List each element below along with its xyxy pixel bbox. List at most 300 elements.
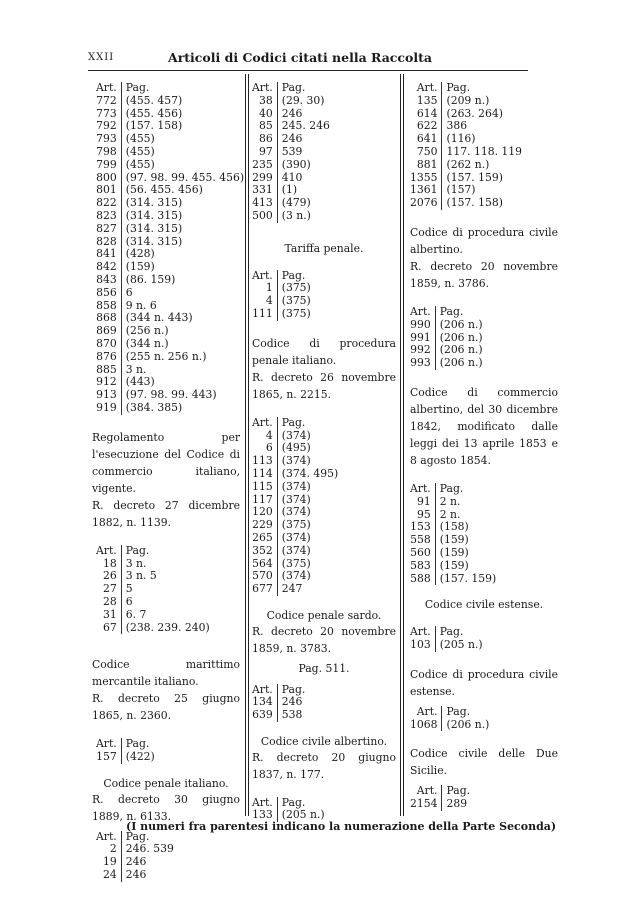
article-number: 6: [265, 441, 273, 455]
page-reference: (495): [277, 442, 338, 455]
article-table: [410, 626, 483, 652]
article-number: 868: [96, 311, 117, 325]
column-2: [252, 82, 396, 822]
table-row: [252, 519, 338, 532]
article-number: 38: [258, 93, 273, 107]
table-row: [252, 709, 305, 722]
article-number: 641: [416, 132, 438, 146]
page-reference: (263. 264): [442, 108, 522, 121]
section-heading: Codice civile delle Due Sicilie.: [410, 747, 558, 778]
page-reference: (422): [121, 751, 155, 764]
art-header: Art.: [416, 784, 438, 798]
article-number: 992: [410, 343, 431, 357]
column-divider: [245, 74, 246, 816]
page-reference: (159): [121, 261, 244, 274]
section-heading: Codice di procedura civile estense.: [410, 667, 558, 698]
table-row: [252, 532, 338, 545]
article-table: [252, 417, 338, 596]
article-number: 912: [96, 375, 117, 389]
page-reference: (56. 455. 456): [121, 184, 244, 197]
art-header: Art.: [410, 304, 431, 318]
page-reference: (157. 159): [435, 573, 496, 586]
section-heading: Codice di commercio albertino, del 30 dicembre 1842, modificato dalle leggi dei 13 aprile 1853 e 8 agosto 1854.: [410, 385, 558, 467]
article-number: 18: [102, 556, 117, 570]
table-row: [96, 146, 244, 159]
article-table: [410, 82, 522, 210]
pag-header: Pag.: [277, 797, 324, 810]
article-number: 750: [416, 144, 438, 158]
table-header-row: [410, 626, 483, 639]
article-table: [96, 545, 210, 635]
article-table: [96, 738, 155, 764]
table-row: [410, 159, 522, 172]
article-number: 31: [102, 607, 117, 621]
article-number: 876: [96, 349, 117, 363]
page-reference: 117. 118. 119: [442, 146, 522, 159]
section-heading: Codice civile albertino.: [260, 734, 388, 748]
page-reference: (374): [277, 430, 338, 443]
article-number: 2: [109, 842, 117, 856]
pag-header: Pag.: [435, 626, 482, 639]
page-reference: (206 n.): [435, 319, 482, 332]
art-header: Art.: [416, 81, 438, 94]
page-reference: (374): [277, 455, 338, 468]
article-number: 91: [416, 494, 431, 508]
article-number: 773: [96, 106, 117, 120]
table-row: [96, 159, 244, 172]
pag-header: Pag.: [277, 82, 330, 95]
art-header: Art.: [252, 682, 273, 696]
page-reference: (455): [121, 159, 244, 172]
table-header-row: [252, 82, 330, 95]
article-table: [96, 831, 174, 882]
page-reference: 2 n.: [435, 509, 496, 522]
page-reference: (256 n.): [121, 325, 244, 338]
article-number: 67: [102, 620, 117, 634]
article-number: 27: [102, 582, 117, 596]
page-reference: 2 n.: [435, 496, 496, 509]
article-number: 235: [252, 157, 273, 171]
page-reference: 539: [277, 146, 330, 159]
page-reference: 9 n. 6: [121, 300, 244, 313]
article-table: [410, 706, 489, 732]
article-table: [410, 785, 470, 811]
article-number: 772: [96, 93, 117, 107]
article-number: 583: [410, 558, 431, 572]
article-number: 26: [102, 569, 117, 583]
art-header: Art.: [96, 829, 117, 843]
article-number: 103: [410, 637, 431, 651]
article-number: 153: [410, 520, 431, 534]
decree-reference: R. decreto 27 dicembre 1882, n. 1139.: [92, 498, 240, 529]
table-row: [252, 545, 338, 558]
pag-header: Pag.: [121, 545, 209, 558]
article-number: 1361: [410, 183, 438, 197]
page-reference: (206 n.): [435, 344, 482, 357]
article-number: 500: [252, 208, 273, 222]
page-reference: (375): [277, 295, 311, 308]
article-number: 564: [252, 556, 273, 570]
page-reference: (255 n. 256 n.): [121, 351, 244, 364]
table-row: [410, 573, 496, 586]
page-reference: 3 n.: [121, 364, 244, 377]
page-reference: (455. 456): [121, 108, 244, 121]
table-row: [410, 319, 483, 332]
table-row: [96, 287, 244, 300]
section-heading: Codice penale italiano.: [103, 776, 229, 790]
page-reference: (344 n.): [121, 338, 244, 351]
page-reference: (375): [277, 519, 338, 532]
article-number: 792: [96, 119, 117, 133]
page-reference: 246: [277, 133, 330, 146]
article-number: 352: [252, 543, 273, 557]
page-reference: (158): [435, 521, 496, 534]
table-row: [410, 798, 470, 811]
page-reference: (443): [121, 376, 244, 389]
pag-header: Pag.: [121, 82, 244, 95]
pag-header: Pag.: [442, 785, 470, 798]
article-number: 800: [96, 170, 117, 184]
article-number: 639: [252, 708, 273, 722]
art-header: Art.: [96, 543, 117, 557]
art-header: Art.: [410, 481, 431, 495]
table-row: [252, 210, 330, 223]
page-reference: (374): [277, 506, 338, 519]
article-number: 798: [96, 144, 117, 158]
table-row: [96, 338, 244, 351]
article-number: 331: [252, 183, 273, 197]
article-number: 95: [416, 507, 431, 521]
page-reference: (455. 457): [121, 95, 244, 108]
article-number: 993: [410, 356, 431, 370]
article-table: [252, 684, 305, 722]
article-number: 133: [252, 808, 273, 822]
article-number: 823: [96, 208, 117, 222]
running-header: [88, 50, 528, 68]
table-header-row: [96, 82, 244, 95]
table-row: [410, 496, 496, 509]
article-number: 885: [96, 362, 117, 376]
pag-header: Pag.: [277, 270, 311, 283]
art-header: Art.: [416, 704, 438, 718]
page-reference: (206 n.): [435, 357, 482, 370]
page-reference: (157. 158): [121, 120, 244, 133]
table-row: [410, 197, 522, 210]
page-reference: 386: [442, 120, 522, 133]
table-row: [252, 468, 338, 481]
article-number: 1355: [410, 170, 438, 184]
page-reference: (3 n.): [277, 210, 330, 223]
pag-header: Pag.: [121, 831, 174, 844]
page-reference: (384. 385): [121, 402, 244, 415]
page-reference: 289: [442, 798, 470, 811]
decree-reference: R. decreto 25 giugno 1865, n. 2360.: [92, 692, 240, 723]
section-heading: Codice marittimo mercantile italiano.: [92, 658, 240, 689]
article-number: 842: [96, 260, 117, 274]
page-reference: 247: [277, 583, 338, 596]
table-row: [96, 351, 244, 364]
decree-reference: R. decreto 30 giugno 1889, n. 6133.: [92, 792, 240, 823]
table-row: [252, 583, 338, 596]
page-reference: 246: [277, 696, 305, 709]
pag-header: Pag.: [435, 306, 482, 319]
article-number: 991: [410, 330, 431, 344]
page-reference: 3 n. 5: [121, 570, 209, 583]
art-header: Art.: [252, 268, 273, 282]
article-number: 558: [410, 533, 431, 547]
page-reference: (1): [277, 184, 330, 197]
page-reference: 538: [277, 709, 305, 722]
article-number: 560: [410, 545, 431, 559]
table-row: [96, 120, 244, 133]
table-row: [410, 547, 496, 560]
article-number: 229: [252, 518, 273, 532]
table-row: [96, 236, 244, 249]
page-reference: (479): [277, 197, 330, 210]
article-number: 113: [252, 454, 273, 468]
decree-reference: R. decreto 26 novembre 1865, n. 2215.: [252, 370, 396, 401]
page-reference: (314. 315): [121, 210, 244, 223]
table-row: [96, 389, 244, 402]
article-table: [252, 270, 311, 321]
page-reference: (314. 315): [121, 236, 244, 249]
table-row: [96, 609, 210, 622]
page-reference: (97. 98. 99. 455. 456): [121, 172, 244, 185]
header-rule: [88, 70, 528, 71]
page-reference: (238. 239. 240): [121, 622, 209, 635]
table-row: [96, 274, 244, 287]
table-row: [96, 248, 244, 261]
art-header: Art.: [96, 81, 117, 94]
table-row: [410, 560, 496, 573]
table-row: [96, 622, 210, 635]
article-table: [96, 82, 244, 415]
section-heading: Codice civile estense.: [424, 598, 544, 612]
table-header-row: [410, 483, 496, 496]
page-reference: (390): [277, 159, 330, 172]
page-reference: (375): [277, 282, 311, 295]
table-row: [410, 95, 522, 108]
page-reference: (344 n. 443): [121, 312, 244, 325]
article-number: 134: [252, 695, 273, 709]
article-number: 19: [102, 855, 117, 869]
article-number: 881: [416, 157, 438, 171]
table-row: [410, 146, 522, 159]
article-table: [410, 483, 496, 585]
article-number: 870: [96, 336, 117, 350]
pag-header: Pag.: [435, 483, 496, 496]
table-header-row: [410, 706, 489, 719]
article-number: 828: [96, 234, 117, 248]
article-number: 86: [258, 132, 273, 146]
page-reference: (205 n.): [277, 809, 324, 822]
table-row: [96, 869, 174, 882]
page-reference: (29. 30): [277, 95, 330, 108]
article-number: 2154: [410, 797, 438, 811]
page-reference: (374): [277, 545, 338, 558]
article-number: 115: [252, 479, 273, 493]
article-number: 588: [410, 571, 431, 585]
article-table: [410, 306, 483, 370]
decree-reference: R. decreto 20 novembre 1859, n. 3783.: [252, 624, 396, 655]
page-reference: 3 n.: [121, 558, 209, 571]
page-reference: (157. 158): [442, 197, 522, 210]
page-reference: (375): [277, 558, 338, 571]
article-number: 114: [252, 466, 273, 480]
table-row: [96, 210, 244, 223]
column-1: [92, 81, 245, 882]
table-header-row: [252, 417, 338, 430]
page-reference: 6: [121, 287, 244, 300]
pag-header: Pag.: [121, 738, 155, 751]
page-reference: (455): [121, 146, 244, 159]
page-reference: 6: [121, 596, 209, 609]
page-reference: (314. 315): [121, 223, 244, 236]
pag-header: Pag.: [277, 417, 338, 430]
table-row: [252, 308, 311, 321]
page-title: Articoli di Codici citati nella Raccolta: [168, 50, 432, 65]
page-reference: (159): [435, 534, 496, 547]
pag-header: Pag.: [442, 82, 522, 95]
page-reference: (86. 159): [121, 274, 244, 287]
article-number: 24: [102, 868, 117, 882]
table-row: [252, 159, 330, 172]
article-number: 299: [252, 170, 273, 184]
page-reference: (209 n.): [442, 95, 522, 108]
page-reference: 6. 7: [121, 609, 209, 622]
page-reference: (206 n.): [435, 332, 482, 345]
table-row: [96, 95, 244, 108]
page-reference: (116): [442, 133, 522, 146]
article-number: 799: [96, 157, 117, 171]
page-reference: (374): [277, 532, 338, 545]
article-number: 913: [96, 388, 117, 402]
table-row: [410, 357, 483, 370]
article-number: 793: [96, 132, 117, 146]
article-table: [252, 797, 325, 823]
table-header-row: [410, 306, 483, 319]
article-number: 858: [96, 298, 117, 312]
article-number: 841: [96, 247, 117, 261]
section-heading: Codice penale sardo.: [266, 608, 382, 622]
article-number: 801: [96, 183, 117, 197]
table-header-row: [410, 82, 522, 95]
page-number: XXII: [88, 52, 115, 63]
page-reference: (97. 98. 99. 443): [121, 389, 244, 402]
table-row: [96, 364, 244, 377]
article-number: 2076: [410, 196, 438, 210]
decree-reference: R. decreto 20 novembre 1859, n. 3786.: [410, 259, 558, 290]
column-divider: [400, 74, 401, 816]
article-number: 570: [252, 569, 273, 583]
column-3: [410, 82, 558, 811]
article-number: 157: [96, 750, 117, 764]
table-row: [252, 95, 330, 108]
section-heading: Codice di procedura civile albertino.: [410, 225, 558, 256]
pag-header: Pag.: [277, 684, 305, 697]
art-header: Art.: [252, 415, 273, 429]
article-number: 265: [252, 530, 273, 544]
page-reference: 5: [121, 583, 209, 596]
article-number: 919: [96, 400, 117, 414]
article-number: 28: [102, 594, 117, 608]
page-reference: 246. 539: [121, 843, 174, 856]
article-number: 614: [416, 106, 438, 120]
article-number: 97: [258, 144, 273, 158]
decree-reference: R. decreto 20 giugno 1837, n. 177.: [252, 750, 396, 781]
article-number: 677: [252, 582, 273, 596]
art-header: Art.: [96, 737, 117, 751]
page-reference: 246: [121, 856, 174, 869]
article-number: 990: [410, 317, 431, 331]
art-header: Art.: [252, 81, 273, 94]
article-number: 40: [258, 106, 273, 120]
page-reference: 246: [121, 869, 174, 882]
table-row: [96, 133, 244, 146]
article-number: 869: [96, 324, 117, 338]
art-header: Art.: [410, 625, 431, 639]
page-reference: (374. 495): [277, 468, 338, 481]
article-number: 120: [252, 505, 273, 519]
page-reference: 410: [277, 172, 330, 185]
article-number: 843: [96, 272, 117, 286]
table-row: [96, 596, 210, 609]
article-number: 1068: [410, 717, 438, 731]
page-reference: (374): [277, 494, 338, 507]
page-reference: (206 n.): [442, 719, 489, 732]
article-number: 622: [416, 119, 438, 133]
page-reference: (428): [121, 248, 244, 261]
art-header: Art.: [252, 795, 273, 809]
table-row: [96, 583, 210, 596]
section-heading: Tariffa penale.: [284, 241, 364, 255]
article-number: 827: [96, 221, 117, 235]
page-reference: (375): [277, 308, 311, 321]
page-reference: (262 n.): [442, 159, 522, 172]
page-reference: 246: [277, 108, 330, 121]
table-row: [96, 402, 244, 415]
table-header-row: [96, 545, 210, 558]
table-row: [96, 325, 244, 338]
section-heading: Regolamento per l'esecuzione del Codice di commercio italiano, vigente.: [92, 430, 240, 495]
page-reference: 245. 246: [277, 120, 330, 133]
page-reference: (205 n.): [435, 639, 482, 652]
page-reference: (374): [277, 481, 338, 494]
page-reference: (159): [435, 560, 496, 573]
article-number: 135: [416, 93, 438, 107]
table-row: [96, 312, 244, 325]
table-row: [96, 751, 155, 764]
table-row: [252, 146, 330, 159]
article-number: 117: [252, 492, 273, 506]
pag-header: Pag.: [442, 706, 489, 719]
page-reference: (157. 159): [442, 172, 522, 185]
article-number: 1: [265, 281, 273, 295]
article-number: 111: [252, 306, 273, 320]
article-number: 4: [265, 428, 273, 442]
article-number: 85: [258, 119, 273, 133]
article-number: 822: [96, 196, 117, 210]
article-number: 856: [96, 285, 117, 299]
article-number: 4: [265, 294, 273, 308]
article-table: [252, 82, 330, 223]
table-row: [410, 639, 483, 652]
page-reference: (157): [442, 184, 522, 197]
section-heading: Codice di procedura penale italiano.: [252, 336, 396, 367]
footnote: (I numeri fra parentesi indicano la numerazione della Parte Seconda): [126, 820, 557, 833]
page-reference: (455): [121, 133, 244, 146]
table-row: [252, 481, 338, 494]
